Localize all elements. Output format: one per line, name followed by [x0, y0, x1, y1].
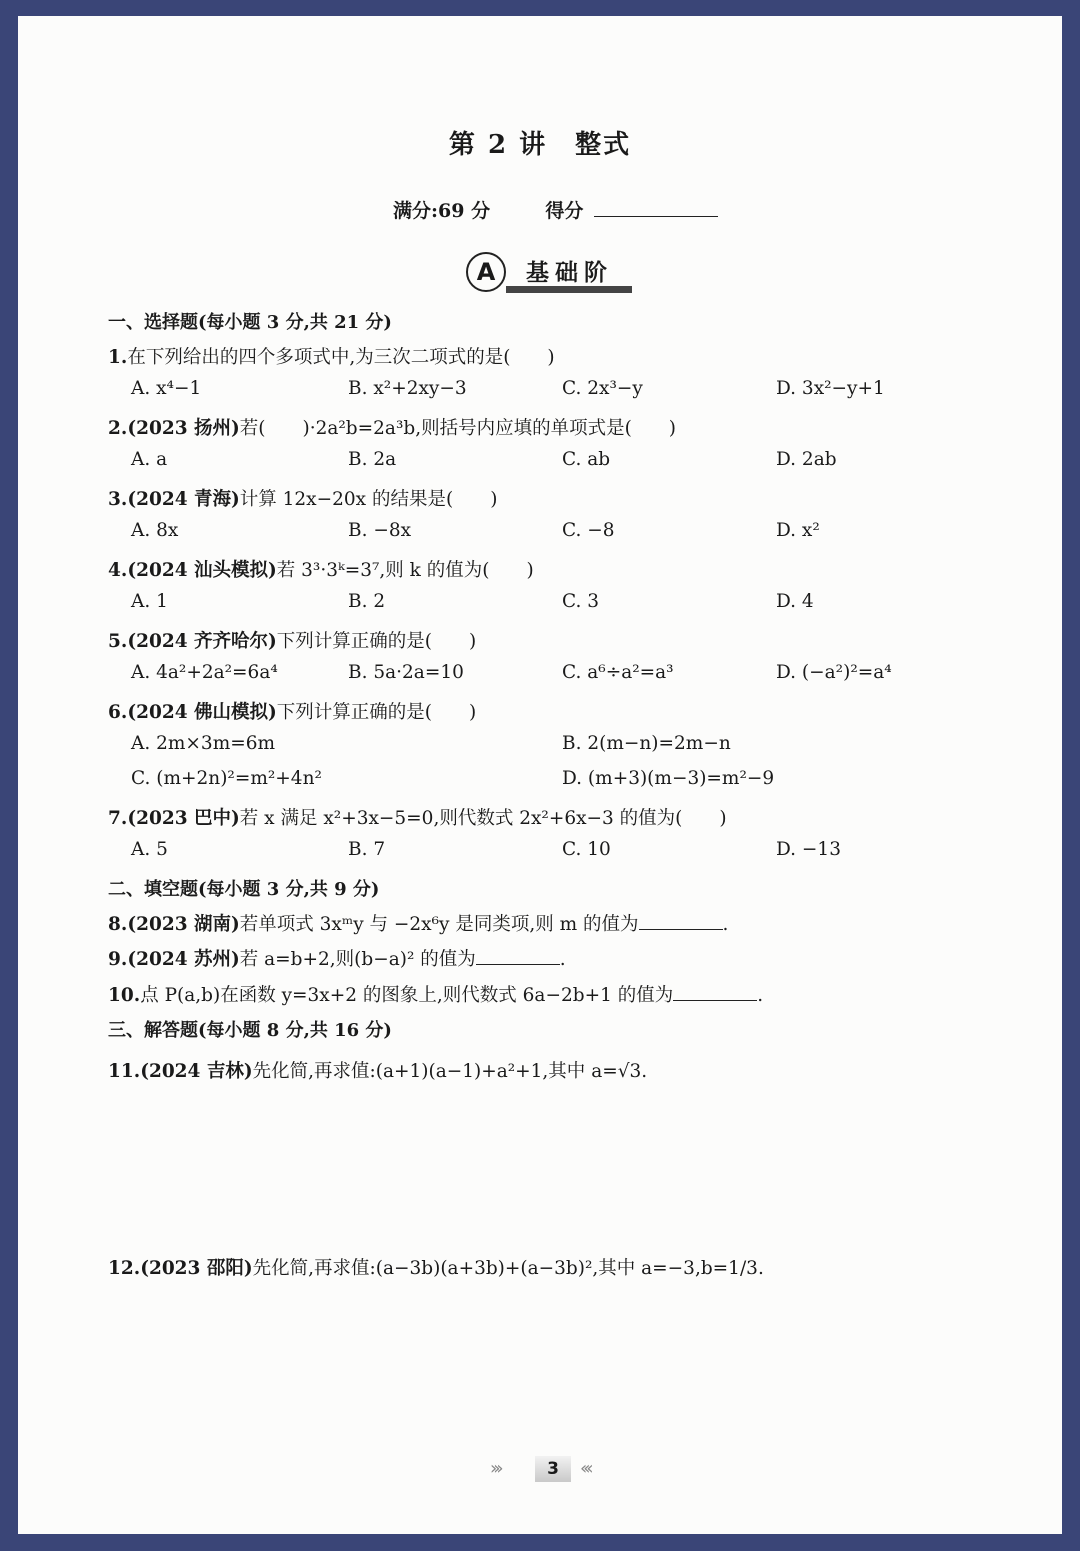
- option-6b[interactable]: B. 2(m−n)=2m−n: [562, 733, 731, 754]
- option-1c[interactable]: C. 2x³−y: [562, 378, 643, 399]
- level-name: 基础阶: [526, 260, 613, 286]
- question-source: (2024 吉林): [140, 1061, 253, 1082]
- question-2: [108, 414, 676, 440]
- question-text: 若单项式 3xᵐy 与 −2x⁶y 是同类项,则 m 的值为: [239, 914, 639, 935]
- question-source: (2024 齐齐哈尔): [127, 631, 277, 652]
- question-4: [108, 556, 534, 582]
- answer-blank[interactable]: [639, 915, 723, 930]
- level-badge: [466, 252, 656, 300]
- full-score: 满分:69 分: [393, 200, 491, 222]
- level-underline: [506, 286, 632, 293]
- question-number: 10.: [108, 985, 141, 1006]
- section-heading-choice: 一、选择题(每小题 3 分,共 21 分): [108, 312, 392, 333]
- option-6c[interactable]: C. (m+2n)²=m²+4n²: [131, 768, 322, 789]
- question-text: 先化简,再求值:(a−3b)(a+3b)+(a−3b)²,其中 a=−3,b=1/3.: [252, 1258, 764, 1279]
- question-9: [108, 945, 566, 971]
- level-letter-icon: A: [466, 252, 506, 292]
- chevrons-right-icon: ›››: [490, 1458, 500, 1479]
- option-4d[interactable]: D. 4: [776, 591, 814, 612]
- period: .: [722, 914, 729, 935]
- option-7d[interactable]: D. −13: [776, 839, 841, 860]
- question-number: 11.: [108, 1061, 141, 1082]
- option-1a[interactable]: A. x⁴−1: [131, 378, 202, 399]
- question-7: [108, 804, 727, 830]
- question-6: [108, 698, 476, 724]
- question-10: [108, 981, 763, 1007]
- question-source: (2024 汕头模拟): [127, 560, 277, 581]
- question-text: 若 3³·3ᵏ=3⁷,则 k 的值为( ): [276, 560, 534, 581]
- worksheet-page: [18, 16, 1062, 1534]
- section-heading-fill: 二、填空题(每小题 3 分,共 9 分): [108, 879, 380, 900]
- question-number: 3.: [108, 489, 128, 510]
- question-number: 1.: [108, 347, 128, 368]
- question-text: 下列计算正确的是( ): [276, 702, 477, 723]
- question-number: 12.: [108, 1258, 141, 1279]
- question-source: (2023 巴中): [127, 808, 240, 829]
- question-text: 下列计算正确的是( ): [276, 631, 477, 652]
- question-number: 2.: [108, 418, 128, 439]
- option-3a[interactable]: A. 8x: [131, 520, 179, 541]
- question-number: 6.: [108, 702, 128, 723]
- option-1d[interactable]: D. 3x²−y+1: [776, 378, 885, 399]
- question-text: 点 P(a,b)在函数 y=3x+2 的图象上,则代数式 6a−2b+1 的值为: [140, 985, 674, 1006]
- period: .: [559, 949, 566, 970]
- question-text: 计算 12x−20x 的结果是( ): [239, 489, 498, 510]
- question-5: [108, 627, 476, 653]
- page-number: 3: [535, 1456, 571, 1482]
- question-source: (2023 邵阳): [140, 1258, 253, 1279]
- score-blank[interactable]: [594, 200, 718, 217]
- question-number: 8.: [108, 914, 128, 935]
- option-2b[interactable]: B. 2a: [348, 449, 397, 470]
- answer-blank[interactable]: [476, 950, 560, 965]
- option-5a[interactable]: A. 4a²+2a²=6a⁴: [131, 662, 278, 683]
- option-5c[interactable]: C. a⁶÷a²=a³: [562, 662, 674, 683]
- chevrons-left-icon: ‹‹‹: [580, 1458, 590, 1479]
- lesson-title: 第 2 讲 整式: [448, 130, 632, 160]
- question-number: 7.: [108, 808, 128, 829]
- question-number: 9.: [108, 949, 128, 970]
- question-source: (2023 湖南): [127, 914, 240, 935]
- option-6d[interactable]: D. (m+3)(m−3)=m²−9: [562, 768, 775, 789]
- option-7a[interactable]: A. 5: [131, 839, 168, 860]
- question-source: (2024 佛山模拟): [127, 702, 277, 723]
- option-5d[interactable]: D. (−a²)²=a⁴: [776, 662, 892, 683]
- question-number: 4.: [108, 560, 128, 581]
- question-text: 若 a=b+2,则(b−a)² 的值为: [239, 949, 476, 970]
- question-11: [108, 1057, 647, 1083]
- question-source: (2023 扬州): [127, 418, 240, 439]
- score-line: [393, 196, 718, 223]
- page-number-badge: [488, 1456, 608, 1484]
- option-3b[interactable]: B. −8x: [348, 520, 412, 541]
- question-number: 5.: [108, 631, 128, 652]
- question-1: [108, 343, 555, 369]
- option-4c[interactable]: C. 3: [562, 591, 600, 612]
- period: .: [757, 985, 764, 1006]
- option-3d[interactable]: D. x²: [776, 520, 820, 541]
- question-source: (2024 青海): [127, 489, 240, 510]
- option-2c[interactable]: C. ab: [562, 449, 611, 470]
- option-4a[interactable]: A. 1: [131, 591, 168, 612]
- option-5b[interactable]: B. 5a·2a=10: [348, 662, 464, 683]
- answer-blank[interactable]: [673, 986, 757, 1001]
- question-text: 若( )·2a²b=2a³b,则括号内应填的单项式是( ): [239, 418, 677, 439]
- score-label: 得分: [545, 200, 584, 222]
- option-2a[interactable]: A. a: [131, 449, 168, 470]
- question-text: 先化简,再求值:(a+1)(a−1)+a²+1,其中 a=√3.: [252, 1061, 648, 1082]
- option-4b[interactable]: B. 2: [348, 591, 386, 612]
- option-1b[interactable]: B. x²+2xy−3: [348, 378, 467, 399]
- option-2d[interactable]: D. 2ab: [776, 449, 837, 470]
- question-text: 若 x 满足 x²+3x−5=0,则代数式 2x²+6x−3 的值为( ): [239, 808, 727, 829]
- option-3c[interactable]: C. −8: [562, 520, 615, 541]
- question-8: [108, 910, 728, 936]
- option-6a[interactable]: A. 2m×3m=6m: [131, 733, 276, 754]
- option-7b[interactable]: B. 7: [348, 839, 386, 860]
- option-7c[interactable]: C. 10: [562, 839, 611, 860]
- question-3: [108, 485, 497, 511]
- question-12: [108, 1254, 764, 1280]
- question-text: 在下列给出的四个多项式中,为三次二项式的是( ): [127, 347, 555, 368]
- question-source: (2024 苏州): [127, 949, 240, 970]
- section-heading-solve: 三、解答题(每小题 8 分,共 16 分): [108, 1020, 392, 1041]
